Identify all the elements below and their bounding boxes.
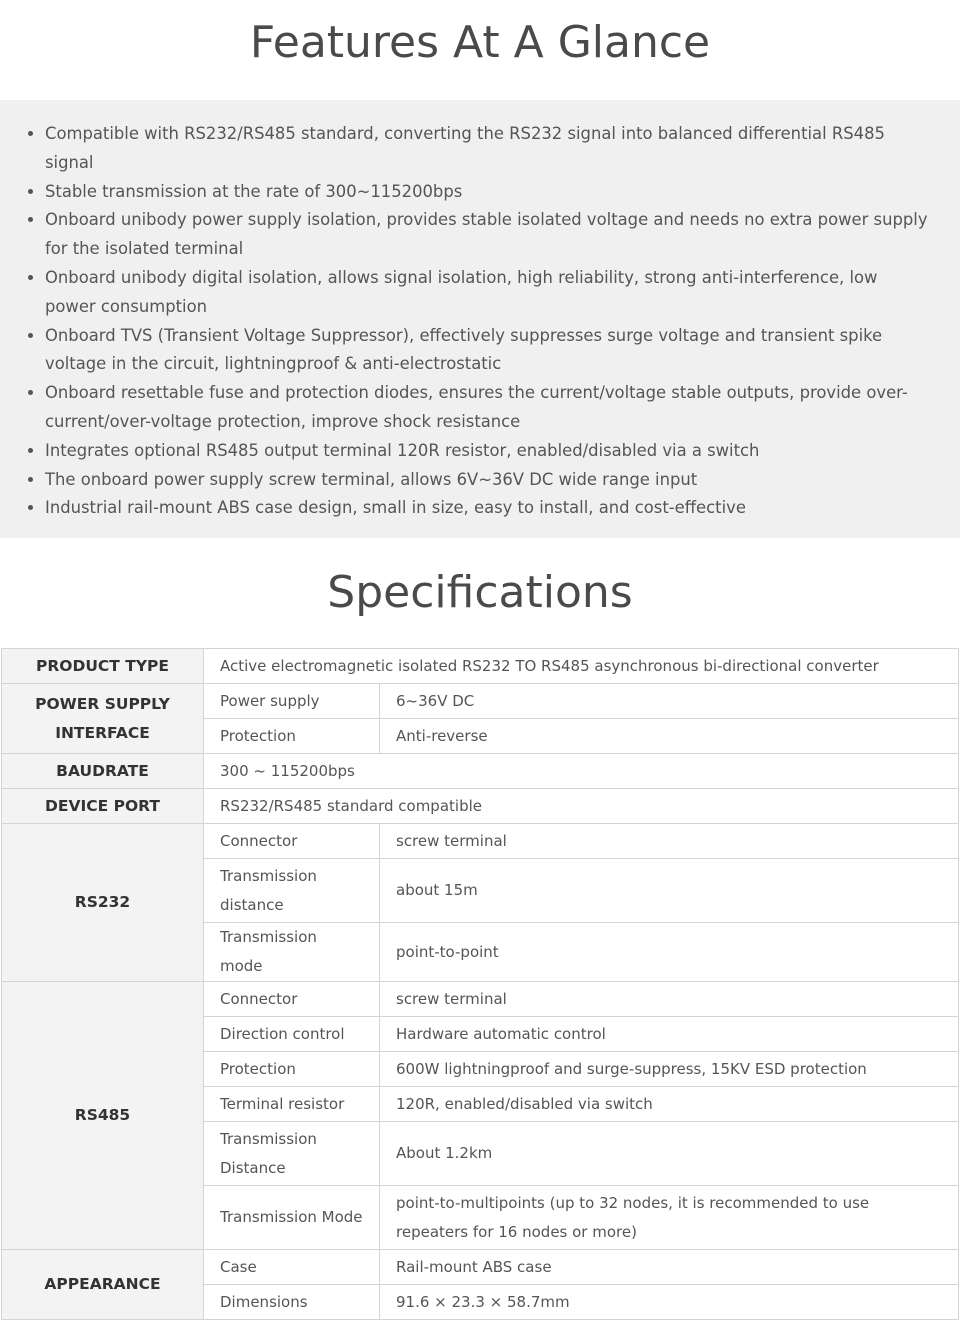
value-cell: Rail-mount ABS case: [380, 1250, 959, 1285]
value-cell: 300 ~ 115200bps: [204, 754, 959, 789]
key-cell: Dimensions: [204, 1285, 380, 1320]
value-cell: screw terminal: [380, 982, 959, 1017]
value-cell: 120R, enabled/disabled via switch: [380, 1087, 959, 1122]
category-cell: POWER SUPPLY INTERFACE: [2, 684, 204, 754]
value-cell: 91.6 × 23.3 × 58.7mm: [380, 1285, 959, 1320]
category-cell: RS485: [2, 982, 204, 1250]
feature-item: • Stable transmission at the rate of 300~115200bps: [45, 178, 930, 207]
specifications-table: [1, 648, 959, 1320]
category-cell: DEVICE PORT: [2, 789, 204, 824]
key-cell: Connector: [204, 824, 380, 859]
value-cell: point-to-point: [380, 923, 959, 982]
feature-item: • The onboard power supply screw terminal, allows 6V~36V DC wide range input: [45, 466, 930, 495]
specifications-title: Specifications: [327, 567, 633, 618]
key-cell: Transmission mode: [204, 923, 380, 982]
value-cell: screw terminal: [380, 824, 959, 859]
key-cell: Transmission distance: [204, 859, 380, 923]
key-cell: Transmission Mode: [204, 1186, 380, 1250]
feature-item: • Onboard unibody digital isolation, allows signal isolation, high reliability, strong anti-interference, low power consumption: [45, 264, 930, 322]
value-cell: about 15m: [380, 859, 959, 923]
value-cell: 6~36V DC: [380, 684, 959, 719]
key-cell: Direction control: [204, 1017, 380, 1052]
key-cell: Terminal resistor: [204, 1087, 380, 1122]
value-cell: point-to-multipoints (up to 32 nodes, it is recommended to use repeaters for 16 nodes or more): [380, 1186, 959, 1250]
key-cell: Protection: [204, 1052, 380, 1087]
features-title: Features At A Glance: [249, 17, 711, 68]
category-cell: BAUDRATE: [2, 754, 204, 789]
table-row: [2, 1250, 959, 1285]
features-list: [20, 120, 930, 523]
table-row: [2, 824, 959, 859]
value-cell: Hardware automatic control: [380, 1017, 959, 1052]
feature-item: • Onboard unibody power supply isolation, provides stable isolated voltage and needs no extra power supply for the isolated terminal: [45, 206, 930, 264]
key-cell: Protection: [204, 719, 380, 754]
value-cell: 600W lightningproof and surge-suppress, 15KV ESD protection: [380, 1052, 959, 1087]
feature-item: • Onboard resettable fuse and protection diodes, ensures the current/voltage stable outputs, provide over-current/over-voltage protection, improve shock resistance: [45, 379, 930, 437]
key-cell: Transmission Distance: [204, 1122, 380, 1186]
table-row: [2, 754, 959, 789]
feature-item: • Industrial rail-mount ABS case design, small in size, easy to install, and cost-effective: [45, 494, 930, 523]
feature-item: • Integrates optional RS485 output terminal 120R resistor, enabled/disabled via a switch: [45, 437, 930, 466]
feature-item: • Onboard TVS (Transient Voltage Suppressor), effectively suppresses surge voltage and transient spike voltage in the circuit, lightningproof & anti-electrostatic: [45, 322, 930, 380]
table-row: [2, 789, 959, 824]
value-cell: Active electromagnetic isolated RS232 TO RS485 asynchronous bi-directional converter: [204, 649, 959, 684]
features-section: [0, 100, 960, 538]
table-row: [2, 982, 959, 1017]
category-cell: RS232: [2, 824, 204, 982]
value-cell: RS232/RS485 standard compatible: [204, 789, 959, 824]
table-row: [2, 649, 959, 684]
table-row: [2, 684, 959, 719]
feature-item: • Compatible with RS232/RS485 standard, converting the RS232 signal into balanced differential RS485 signal: [45, 120, 930, 178]
value-cell: Anti-reverse: [380, 719, 959, 754]
key-cell: Connector: [204, 982, 380, 1017]
category-cell: PRODUCT TYPE: [2, 649, 204, 684]
key-cell: Power supply: [204, 684, 380, 719]
category-cell: APPEARANCE: [2, 1250, 204, 1320]
key-cell: Case: [204, 1250, 380, 1285]
value-cell: About 1.2km: [380, 1122, 959, 1186]
